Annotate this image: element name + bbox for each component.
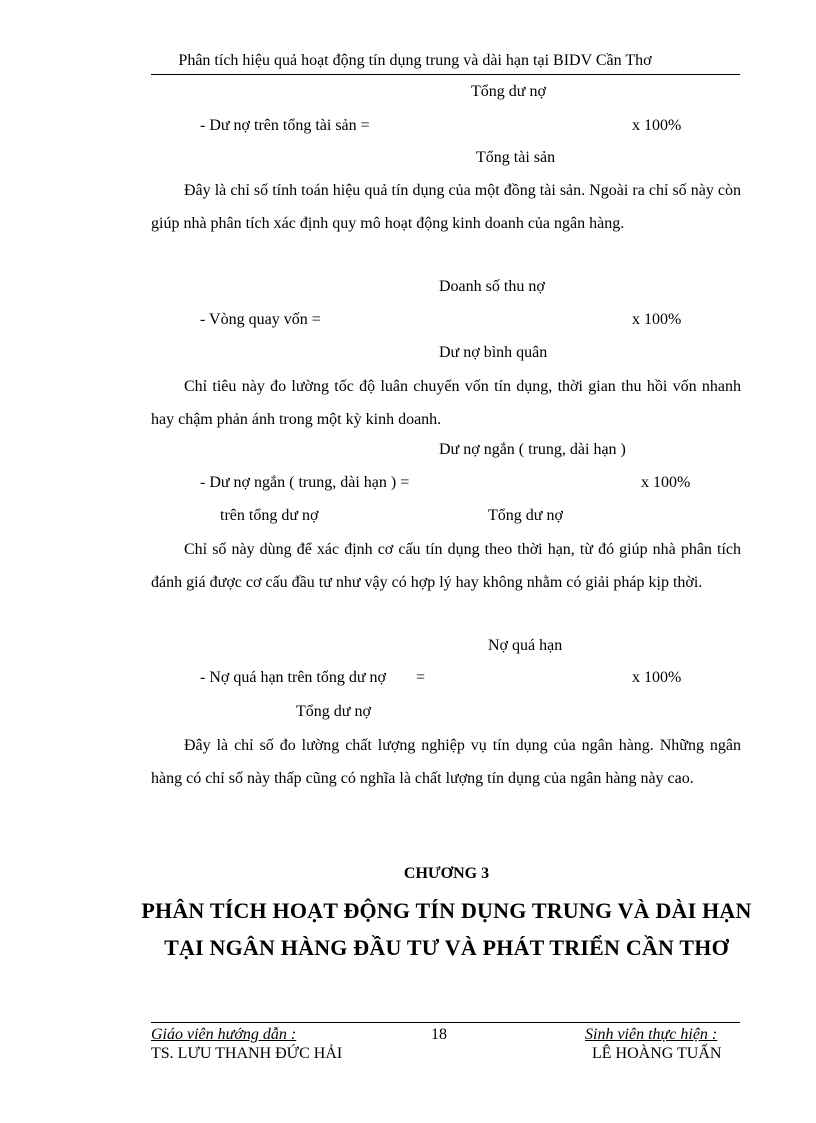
footer-advisor-name: TS. LƯU THANH ĐỨC HẢI [151,1045,343,1062]
formula3-multiplier: x 100% [641,474,691,491]
header-divider [151,74,740,75]
footer-student-name: LÊ HOÀNG TUẤN [592,1045,722,1062]
formula3-numerator: Dư nợ ngắn ( trung, dài hạn ) [439,441,626,458]
formula4-multiplier: x 100% [632,669,682,686]
formula2-numerator: Doanh số thu nợ [439,278,545,295]
formula2-multiplier: x 100% [632,311,682,328]
formula3-label-line2: trên tổng dư nợ [220,507,319,524]
formula4-equals: = [416,669,426,686]
formula1-label: - Dư nợ trên tổng tài sản = [200,117,370,134]
formula4-numerator: Nợ quá hạn [488,637,563,654]
paragraph-4: Đây là chỉ số đo lường chất lượng nghiệp vụ tín dụng của ngân hàng. Những ngân hàng có chỉ số này thấp cũng có nghĩa là chất lượng tín dụng của ngân hàng này cao. [151,737,741,787]
formula2-label: - Vòng quay vốn = [200,311,321,328]
chapter-title-line2: TẠI NGÂN HÀNG ĐẦU TƯ VÀ PHÁT TRIỂN CẦN THƠ [164,935,729,960]
paragraph-1: Đây là chỉ số tính toán hiệu quả tín dụng của một đồng tài sản. Ngoài ra chỉ số này còn giúp nhà phân tích xác định quy mô hoạt động kinh doanh của ngân hàng. [151,182,741,232]
footer-advisor-label: Giáo viên hướng dẫn : [151,1026,297,1043]
formula3-label: - Dư nợ ngắn ( trung, dài hạn ) = [200,474,410,491]
formula4-label-line2: Tổng dư nợ [296,703,371,720]
footer-divider [151,1022,740,1023]
formula1-multiplier: x 100% [632,117,682,134]
footer-student-label: Sinh viên thực hiện : [585,1026,718,1043]
chapter-number: CHƯƠNG 3 [403,865,490,882]
formula1-numerator: Tổng dư nợ [471,83,546,100]
paragraph-3: Chỉ số này dùng để xác định cơ cấu tín dụng theo thời hạn, từ đó giúp nhà phân tích đánh giá được cơ cấu đầu tư như vậy có hợp lý hay không nhằm có giải pháp kịp thời. [151,541,741,591]
formula3-denominator: Tổng dư nợ [488,507,563,524]
formula1-denominator: Tổng tài sản [476,149,556,166]
page-number: 18 [431,1026,447,1043]
chapter-title-line1: PHÂN TÍCH HOẠT ĐỘNG TÍN DỤNG TRUNG VÀ DÀI HẠN [141,898,752,923]
formula2-denominator: Dư nợ bình quân [439,344,548,361]
formula4-label: - Nợ quá hạn trên tổng dư nợ [200,669,386,686]
paragraph-2: Chỉ tiêu này đo lường tốc độ luân chuyển vốn tín dụng, thời gian thu hồi vốn nhanh hay chậm phản ánh trong một kỳ kinh doanh. [151,378,741,428]
page-header-title: Phân tích hiệu quả hoạt động tín dụng trung và dài hạn tại BIDV Cần Thơ [178,52,652,69]
